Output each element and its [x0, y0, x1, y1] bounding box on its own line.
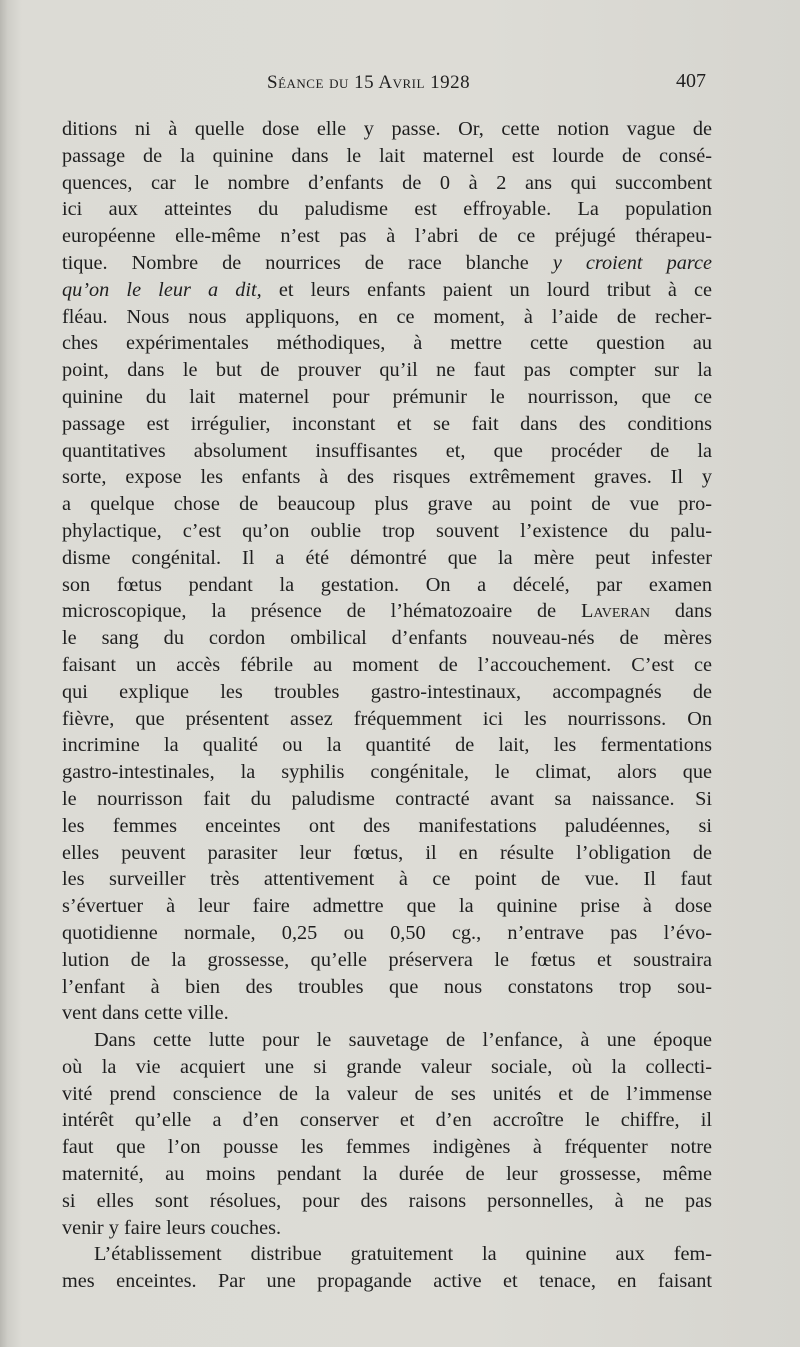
text-segment: dans	[674, 600, 713, 623]
text-line: vent dans cette ville.	[62, 1002, 229, 1025]
text-line: faisant un accès fébrile au moment de l’accouchement. C’est ce	[62, 653, 712, 676]
text-line: les femmes enceintes ont des manifestations paludéennes, si	[62, 814, 712, 837]
body-text	[62, 116, 712, 1295]
text-line: quotidienne normale, 0,25 ou 0,50 cg., n’entrave pas l’évo-	[62, 921, 712, 944]
text-line: sorte, expose les enfants à des risques extrêmement graves. Il y	[62, 466, 712, 489]
page-number: 407	[676, 70, 706, 92]
italic-phrase: y croient parce	[552, 251, 712, 274]
text-line-mixed	[62, 250, 712, 277]
text-line: a quelque chose de beaucoup plus grave au point de vue pro-	[62, 493, 712, 516]
text-line: elles peuvent parasiter leur fœtus, il en résulte l’obligation de	[62, 841, 712, 864]
text-segment: et leurs enfants paient un lourd tribut à ce	[278, 278, 712, 301]
text-line: disme congénital. Il a été démontré que la mère peut infester	[62, 546, 712, 569]
text-line: si elles sont résolues, pour des raisons personnelles, à ne pas	[62, 1189, 712, 1212]
author-name-laveran: Laveran	[581, 600, 650, 623]
text-line-mixed	[62, 277, 712, 304]
text-line: qui explique les troubles gastro-intestinaux, accompagnés de	[62, 680, 712, 703]
text-line: le nourrisson fait du paludisme contracté avant sa naissance. Si	[62, 787, 712, 810]
text-segment: tique. Nombre de nourrices de race blanche	[62, 251, 529, 274]
text-line: le sang du cordon ombilical d’enfants nouveau-nés de mères	[62, 627, 712, 650]
text-line: ches expérimentales méthodiques, à mettre cette question au	[62, 332, 712, 355]
text-line: venir y faire leurs couches.	[62, 1216, 282, 1239]
text-line-mixed	[62, 598, 712, 625]
text-line: où la vie acquiert une si grande valeur sociale, où la collecti-	[62, 1055, 712, 1078]
italic-phrase: qu’on le leur a dit,	[62, 278, 262, 301]
text-line: fléau. Nous nous appliquons, en ce moment, à l’aide de recher-	[62, 305, 712, 328]
text-line: point, dans le but de prouver qu’il ne faut pas compter sur la	[62, 359, 712, 382]
text-line: maternité, au moins pendant la durée de leur grossesse, même	[62, 1163, 712, 1186]
text-line: les surveiller très attentivement à ce point de vue. Il faut	[62, 868, 712, 891]
text-line: s’évertuer à leur faire admettre que la quinine prise à dose	[62, 895, 712, 918]
text-line: gastro-intestinales, la syphilis congénitale, le climat, alors que	[62, 761, 712, 784]
text-line: quinine du lait maternel pour prémunir le nourrisson, que ce	[62, 385, 712, 408]
text-line: européenne elle-même n’est pas à l’abri de ce préjugé thérapeu-	[62, 225, 712, 248]
text-line: quantitatives absolument insuffisantes et, que procéder de la	[62, 439, 712, 462]
text-line: l’enfant à bien des troubles que nous constatons trop sou-	[62, 975, 712, 998]
text-line: ici aux atteintes du paludisme est effroyable. La population	[62, 198, 712, 221]
text-line: mes enceintes. Par une propagande active et tenace, en faisant	[62, 1270, 712, 1293]
text-line: passage est irrégulier, inconstant et se fait dans des conditions	[62, 412, 712, 435]
paragraph-start: Dans cette lutte pour le sauvetage de l’enfance, à une époque	[94, 1029, 712, 1052]
paragraph-start: L’établissement distribue gratuitement la quinine aux fem-	[94, 1243, 712, 1266]
text-line: ditions ni à quelle dose elle y passe. Or, cette notion vague de	[62, 118, 712, 140]
text-line: fièvre, que présentent assez fréquemment ici les nourrissons. On	[62, 707, 712, 730]
text-line: passage de la quinine dans le lait maternel est lourde de consé-	[62, 144, 712, 167]
text-line: quences, car le nombre d’enfants de 0 à 2 ans qui succombent	[62, 171, 712, 194]
running-title: Séance du 15 Avril 1928	[267, 72, 471, 93]
text-line: lution de la grossesse, qu’elle préservera le fœtus et soustraira	[62, 948, 712, 971]
text-line: son fœtus pendant la gestation. On a décelé, par examen	[62, 573, 712, 596]
page-header	[0, 66, 800, 96]
text-line: intérêt qu’elle a d’en conserver et d’en accroître le chiffre, il	[62, 1109, 712, 1132]
text-segment: microscopique, la présence de l’hématozoaire de	[62, 600, 557, 623]
text-line: incrimine la qualité ou la quantité de lait, les fermentations	[62, 734, 712, 757]
text-line: faut que l’on pousse les femmes indigènes à fréquenter notre	[62, 1136, 712, 1159]
text-line: phylactique, c’est qu’on oublie trop souvent l’existence du palu-	[62, 519, 712, 542]
text-line: vité prend conscience de la valeur de ses unités et de l’immense	[62, 1082, 712, 1105]
